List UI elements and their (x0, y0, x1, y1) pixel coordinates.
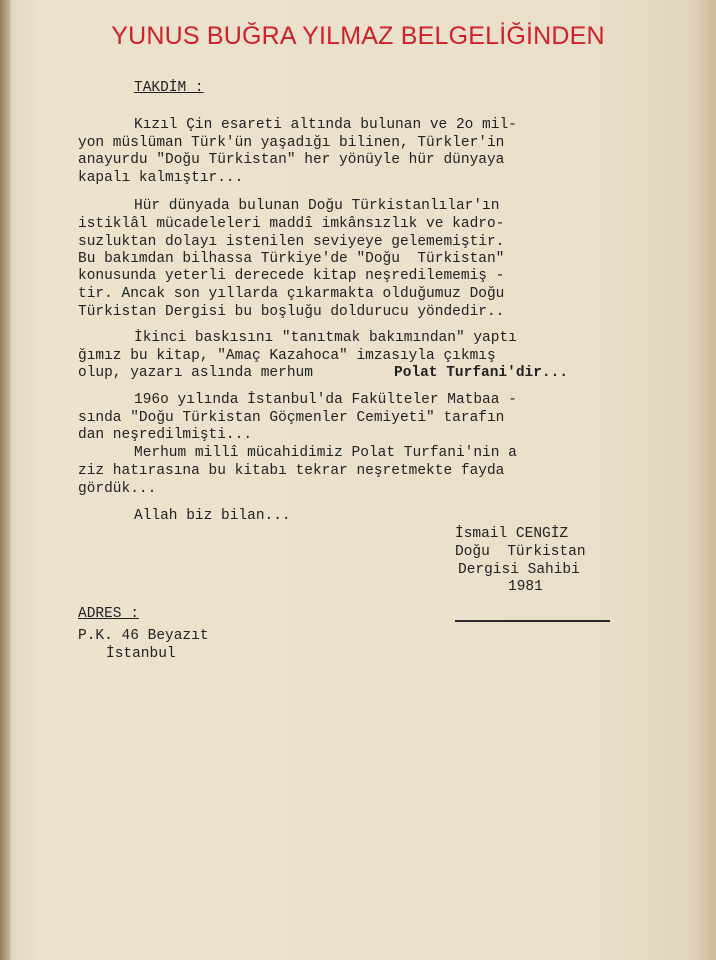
text-line-closing: Allah biz bilan... (134, 508, 291, 524)
text-line: İkinci baskısını "tanıtmak bakımından" yaptı (134, 330, 517, 346)
text-line: anayurdu "Doğu Türkistan" her yönüyle hür dünyaya (78, 152, 505, 168)
book-spine-edge (0, 0, 10, 960)
text-line: Hür dünyada bulunan Doğu Türkistanlılar'ın (134, 198, 500, 214)
address-line: P.K. 46 Beyazıt (78, 628, 209, 644)
text-line: ziz hatırasına bu kitabı tekrar neşretmekte fayda (78, 463, 505, 479)
text-line: kapalı kalmıştır... (78, 170, 244, 186)
archive-header-title: YUNUS BUĞRA YILMAZ BELGELİĞİNDEN (111, 22, 605, 50)
text-line: ğımız bu kitap, "Amaç Kazahoca" imzasıyla çıkmış (78, 348, 496, 364)
document-heading: TAKDİM : (134, 80, 204, 96)
signature-year: 1981 (508, 579, 543, 595)
text-line: 196o yılında İstanbul'da Fakülteler Matbaa - (134, 392, 517, 408)
signature-name: İsmail CENGİZ (455, 526, 569, 542)
text-line: Türkistan Dergisi bu boşluğu doldurucu yöndedir.. (78, 304, 505, 320)
text-line: suzluktan dolayı istenilen seviyeye gelememiştir. (78, 234, 505, 250)
text-line: Merhum millî mücahidimiz Polat Turfani'nin a (134, 445, 517, 461)
text-line: istiklâl mücadeleleri maddî imkânsızlık ve kadro- (78, 216, 505, 232)
text-line: gördük... (78, 481, 157, 497)
text-line: konusunda yeterli derecede kitap neşredilememiş - (78, 268, 505, 284)
text-line: olup, yazarı aslında merhum (78, 365, 313, 381)
signature-rule (455, 620, 610, 622)
text-line: Kızıl Çin esareti altında bulunan ve 2o mil- (134, 117, 517, 133)
text-line: sında "Doğu Türkistan Göçmenler Cemiyeti" tarafın (78, 410, 505, 426)
address-line: İstanbul (106, 646, 176, 662)
text-line: dan neşredilmişti... (78, 427, 253, 443)
text-line-bold-author: Polat Turfani'dir... (394, 365, 569, 381)
text-line: tir. Ancak son yıllarda çıkarmakta olduğumuz Doğu (78, 286, 505, 302)
address-label: ADRES : (78, 606, 139, 622)
signature-line: Dergisi Sahibi (458, 562, 580, 578)
signature-line: Doğu Türkistan (455, 544, 586, 560)
text-line: Bu bakımdan bilhassa Türkiye'de "Doğu Türkistan" (78, 251, 505, 267)
text-line: yon müslüman Türk'ün yaşadığı bilinen, Türkler'in (78, 135, 505, 151)
